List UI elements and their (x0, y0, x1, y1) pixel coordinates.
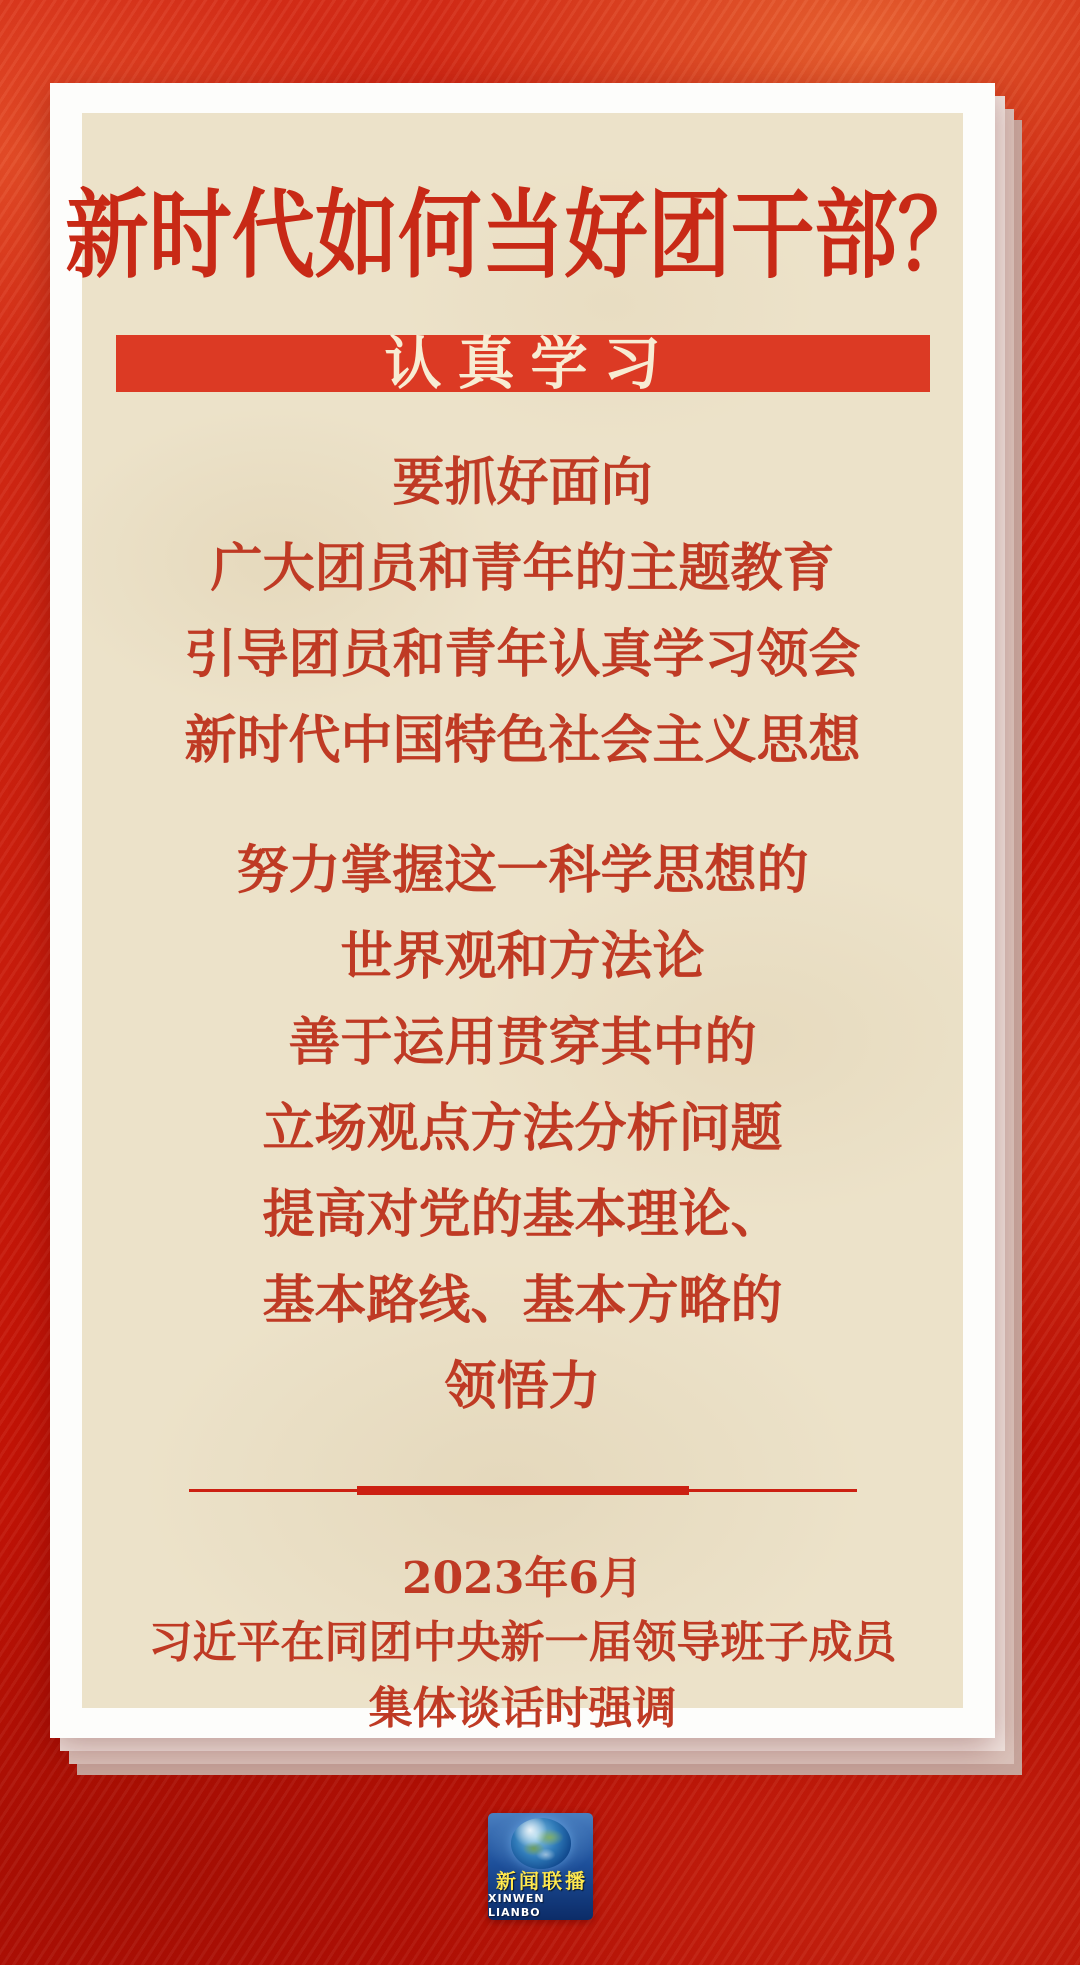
quote-line: 新时代中国特色社会主义思想 (184, 710, 861, 771)
paper-stack (50, 83, 995, 1738)
earth-globe-icon (511, 1818, 571, 1869)
logo-chinese-name: 新闻联播 (496, 1869, 588, 1893)
xinwen-lianbo-logo (488, 1813, 593, 1920)
quote-line: 引导团员和青年认真学习领会 (184, 624, 861, 685)
quote-line: 提高对党的基本理论、 (262, 1184, 783, 1245)
quote-line: 努力掌握这一科学思想的 (236, 840, 809, 901)
banner-label: 认真学习 (384, 330, 677, 397)
quote-line: 领悟力 (444, 1356, 601, 1417)
poster-title: 新时代如何当好团干部？ (64, 178, 981, 292)
attribution-line-1: 习近平在同团中央新一届领导班子成员 (148, 1617, 897, 1668)
quote-line: 立场观点方法分析问题 (262, 1098, 783, 1159)
quote-paragraph-1 (184, 440, 860, 784)
quote-line: 基本路线、基本方略的 (262, 1270, 783, 1331)
quote-date: 2023年6月 (401, 1553, 644, 1604)
quote-paragraph-2 (236, 828, 808, 1430)
quote-line: 要抓好面向 (392, 452, 653, 513)
footer-divider-thick-segment (357, 1486, 689, 1495)
quote-line: 善于运用贯穿其中的 (288, 1012, 757, 1073)
quote-line: 世界观和方法论 (340, 926, 705, 987)
section-banner (116, 330, 930, 397)
logo-latin-name: XINWEN LIANBO (488, 1892, 545, 1919)
paper-background (64, 113, 981, 1734)
quote-line: 广大团员和青年的主题教育 (210, 538, 835, 599)
quote-card (50, 83, 995, 1738)
attribution-line-2: 集体谈话时强调 (368, 1683, 677, 1734)
